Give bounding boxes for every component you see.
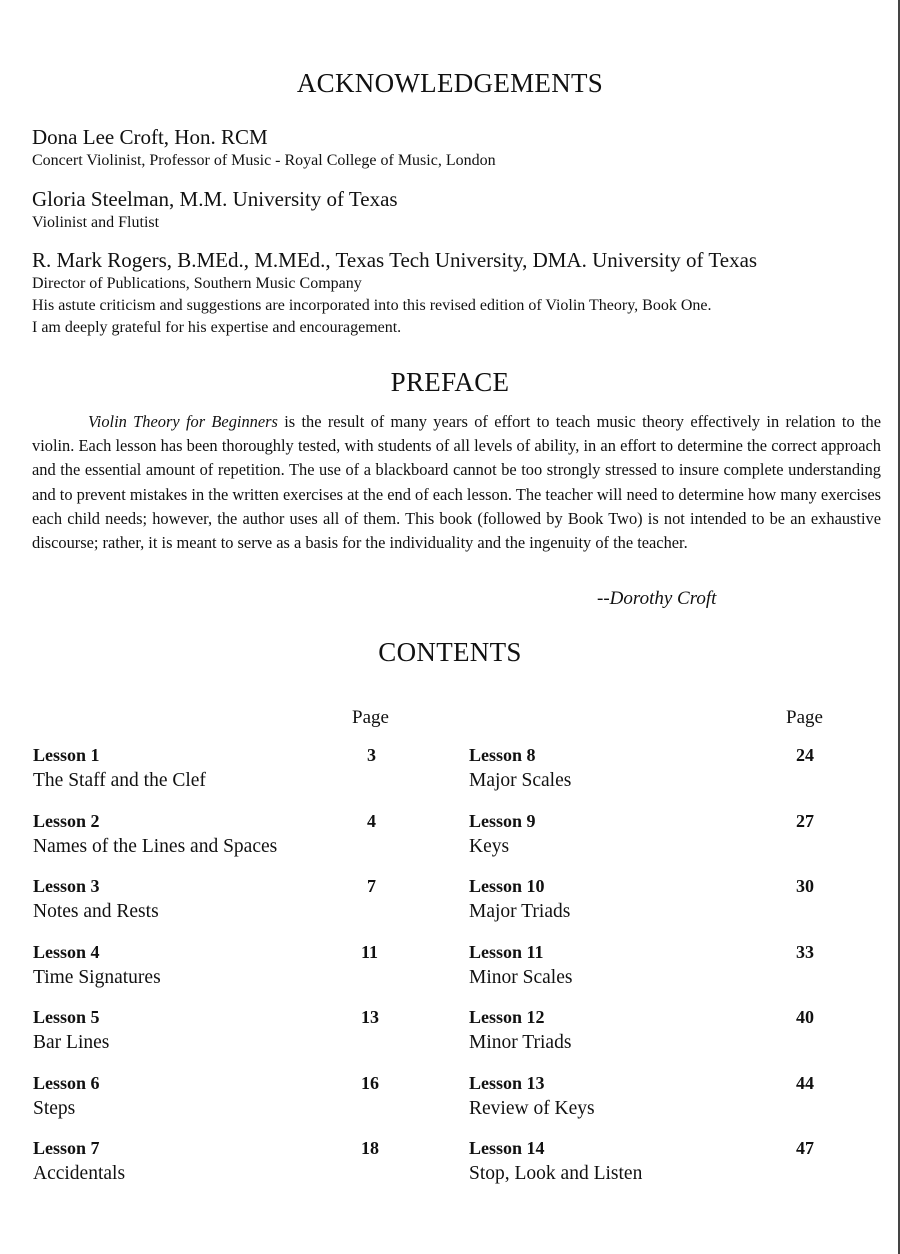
preface-heading: PREFACE xyxy=(390,367,510,397)
ack-name: Dona Lee Croft, Hon. RCM xyxy=(32,125,268,149)
toc-page-number: 27 xyxy=(796,811,814,831)
toc-entry xyxy=(33,876,433,932)
toc-lesson-title: Review of Keys xyxy=(469,1098,595,1119)
toc-lesson-number: Lesson 12 xyxy=(469,1007,545,1027)
ack-name: R. Mark Rogers, B.MEd., M.MEd., Texas Tech University, DMA. University of Texas xyxy=(32,248,758,272)
page-column-label: Page xyxy=(352,707,389,728)
toc-page-number: 11 xyxy=(361,942,379,962)
preface-paragraph xyxy=(32,410,881,555)
acknowledgements-heading: ACKNOWLEDGEMENTS xyxy=(296,68,604,98)
toc-lesson-number: Lesson 11 xyxy=(469,942,544,962)
toc-lesson-number: Lesson 8 xyxy=(469,745,536,765)
toc-lesson-number: Lesson 9 xyxy=(469,811,536,831)
ack-name: Gloria Steelman, M.M. University of Texas xyxy=(32,187,398,211)
ack-entry xyxy=(32,186,872,234)
toc-lesson-number: Lesson 13 xyxy=(469,1073,545,1093)
contents-heading: CONTENTS xyxy=(378,637,522,667)
ack-credential: Concert Violinist, Professor of Music - Royal College of Music, London xyxy=(32,152,496,169)
preface-book-title: Violin Theory for Beginners xyxy=(88,412,278,431)
toc-lesson-number: Lesson 3 xyxy=(33,876,100,896)
toc-entry xyxy=(33,1138,433,1194)
toc-lesson-number: Lesson 7 xyxy=(33,1138,100,1158)
toc-page-number: 47 xyxy=(796,1138,814,1158)
toc-entry xyxy=(469,1073,869,1129)
toc-entry xyxy=(469,876,869,932)
toc-lesson-title: Major Triads xyxy=(469,901,571,922)
toc-entry xyxy=(33,1073,433,1129)
toc-page-number: 16 xyxy=(361,1073,379,1093)
toc-lesson-title: Minor Scales xyxy=(469,967,573,988)
toc-entry xyxy=(33,811,433,867)
ack-note: I am deeply grateful for his expertise and encouragement. xyxy=(32,319,402,336)
ack-credential: Violinist and Flutist xyxy=(32,214,160,231)
toc-lesson-title: Accidentals xyxy=(33,1163,126,1184)
toc-lesson-number: Lesson 10 xyxy=(469,876,545,896)
page-column-label: Page xyxy=(786,707,823,728)
ack-entry xyxy=(32,247,872,339)
toc-entry xyxy=(469,1007,869,1063)
toc-entry xyxy=(469,811,869,867)
toc-lesson-title: Minor Triads xyxy=(469,1032,572,1053)
toc-entry xyxy=(469,942,869,998)
toc-lesson-number: Lesson 1 xyxy=(33,745,100,765)
toc-entry xyxy=(33,1007,433,1063)
toc-lesson-title: Time Signatures xyxy=(33,967,161,988)
toc-page-number: 33 xyxy=(796,942,814,962)
toc-page-number: 7 xyxy=(367,876,376,896)
preface-body: is the result of many years of effort to teach music theory effectively in relation to the violin. Each lesson has been thoroughly tested, with students of all levels of ability, in an effort to determine the correct approach and the essential amount of repetition. The use of a blackboard cannot be too strongly stressed to insure complete understanding and to prevent mistakes in the written exercises at the end of each lesson. The teacher will need to determine how many exercises each child needs; however, the author uses all of them. This book (followed by Book Two) is not intended to be an exhaustive discourse; rather, it is meant to serve as a basis for the individuality and the ingenuity of the teacher. xyxy=(32,412,881,553)
preface-signature: --Dorothy Croft xyxy=(597,588,717,609)
toc-lesson-number: Lesson 5 xyxy=(33,1007,100,1027)
toc-lesson-title: The Staff and the Clef xyxy=(33,770,206,791)
toc-lesson-title: Keys xyxy=(469,836,510,857)
toc-lesson-title: Bar Lines xyxy=(33,1032,110,1053)
toc-lesson-title: Notes and Rests xyxy=(33,901,159,922)
toc-entry xyxy=(469,745,869,801)
toc-page-number: 30 xyxy=(796,876,814,896)
toc-entry xyxy=(33,942,433,998)
ack-note: His astute criticism and suggestions are incorporated into this revised edition of Violin Theory, Book One. xyxy=(32,297,712,314)
toc-page-number: 24 xyxy=(796,745,814,765)
ack-credential: Director of Publications, Southern Music Company xyxy=(32,275,362,292)
ack-entry xyxy=(32,124,872,172)
toc-page-number: 4 xyxy=(367,811,376,831)
toc-lesson-number: Lesson 6 xyxy=(33,1073,100,1093)
toc-lesson-title: Names of the Lines and Spaces xyxy=(33,836,278,857)
toc-page-number: 13 xyxy=(361,1007,379,1027)
toc-page-number: 18 xyxy=(361,1138,379,1158)
toc-entry xyxy=(33,745,433,801)
toc-page-number: 3 xyxy=(367,745,376,765)
toc-page-number: 40 xyxy=(796,1007,814,1027)
toc-entry xyxy=(469,1138,869,1194)
toc-lesson-title: Major Scales xyxy=(469,770,572,791)
toc-lesson-number: Lesson 4 xyxy=(33,942,100,962)
toc-lesson-number: Lesson 2 xyxy=(33,811,100,831)
toc-page-number: 44 xyxy=(796,1073,814,1093)
toc-lesson-title: Steps xyxy=(33,1098,76,1119)
toc-lesson-number: Lesson 14 xyxy=(469,1138,545,1158)
toc-lesson-title: Stop, Look and Listen xyxy=(469,1163,643,1184)
